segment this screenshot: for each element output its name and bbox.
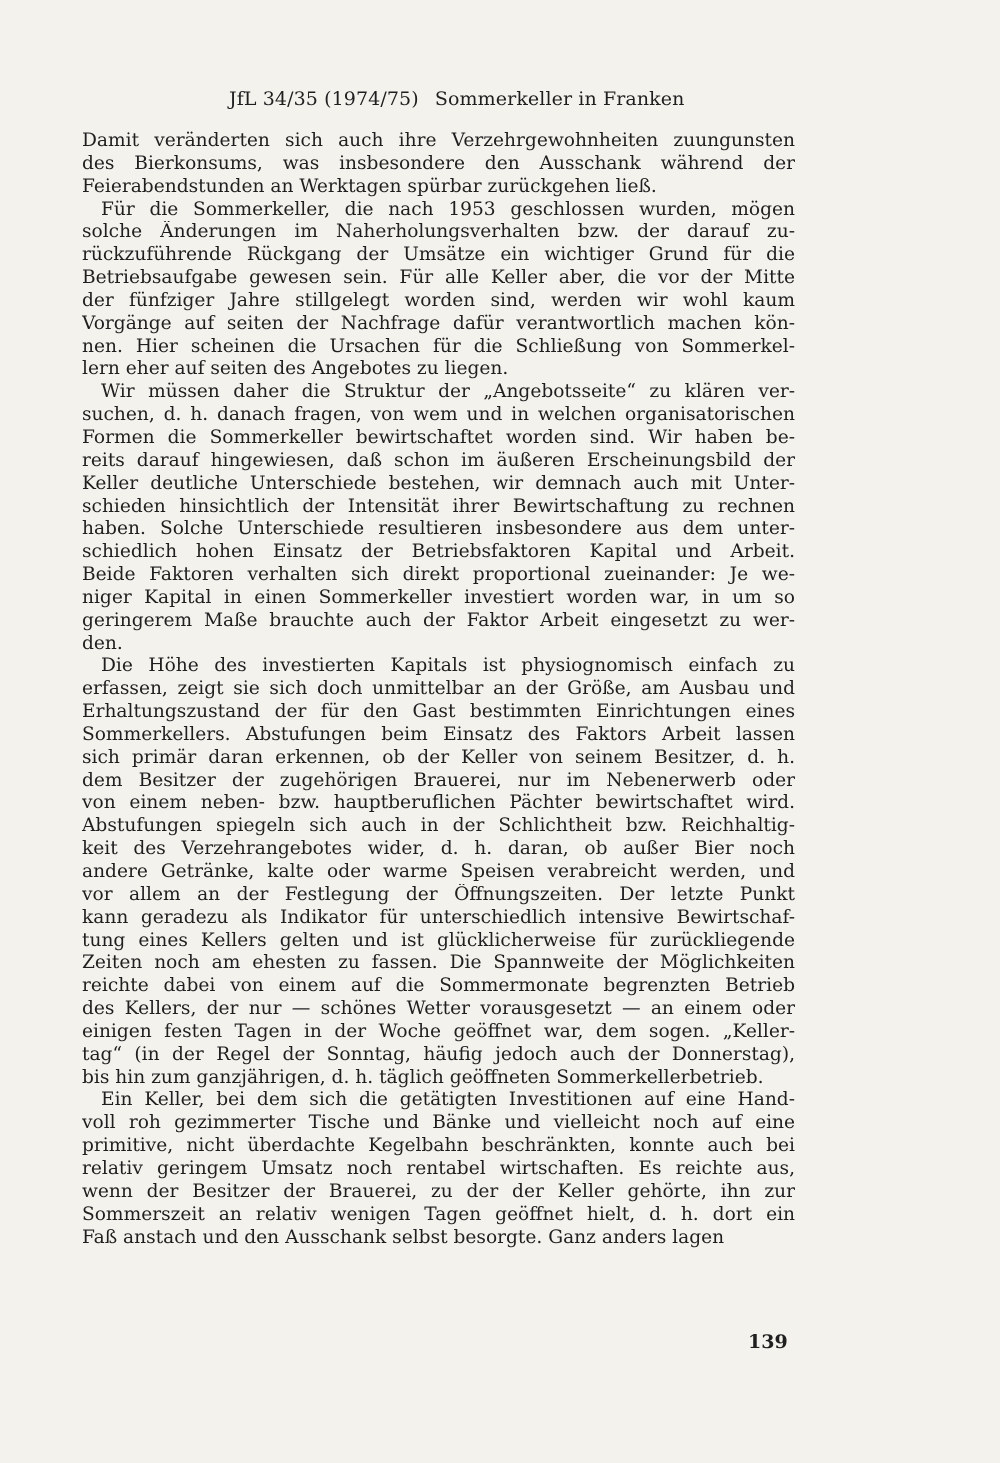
text-line: tung eines Kellers gelten und ist glücklicherweise für zurückliegende [82,929,795,951]
text-line: schiedlich hohen Einsatz der Betriebsfaktoren Kapital und Arbeit. [82,541,795,563]
text-line: bis hin zum ganzjährigen, d. h. täglich geöffneten Sommerkellerbetrieb. [82,1066,764,1088]
article-title: Sommerkeller in Franken [434,88,685,110]
body-text [82,130,795,1249]
text-line: Keller deutliche Unterschiede bestehen, wir demnach auch mit Unter- [82,472,795,494]
text-line: Sommerkellers. Abstufungen beim Einsatz des Faktors Arbeit lassen [82,723,795,745]
text-line: Damit veränderten sich auch ihre Verzehrgewohnheiten zuungunsten [82,130,795,151]
text-line: des Kellers, der nur — schönes Wetter vorausgesetzt — an einem oder [82,998,795,1020]
text-line: den. [82,632,123,654]
text-line: Abstufungen spiegeln sich auch in der Schlichtheit bzw. Reichhaltig- [82,815,795,837]
text-line: suchen, d. h. danach fragen, von wem und in welchen organisatorischen [82,404,795,426]
text-line: Faß anstach und den Ausschank selbst besorgte. Ganz anders lagen [82,1226,725,1248]
text-line: schieden hinsichtlich der Intensität ihrer Bewirtschaftung zu rechnen [82,495,795,517]
text-line: der fünfziger Jahre stillgelegt worden sind, werden wir wohl kaum [82,289,795,311]
text-line: rückzuführende Rückgang der Umsätze ein wichtiger Grund für die [82,244,795,266]
text-line: einigen festen Tagen in der Woche geöffnet war, dem sogen. „Keller- [82,1020,795,1042]
text-line: Wir müssen daher die Struktur der „Angebotsseite“ zu klären ver- [101,381,795,403]
text-line: geringerem Maße brauchte auch der Faktor Arbeit eingesetzt zu wer- [82,609,795,631]
text-line: keit des Verzehrangebotes wider, d. h. daran, ob außer Bier noch [82,838,795,860]
text-line: lern eher auf seiten des Angebotes zu liegen. [82,358,509,380]
text-line: Betriebsaufgabe gewesen sein. Für alle Keller aber, die vor der Mitte [82,267,795,289]
text-line: solche Änderungen im Naherholungsverhalten bzw. der darauf zu- [82,221,795,243]
paragraph [82,130,795,199]
text-line: von einem neben- bzw. hauptberuflichen Pächter bewirtschaftet wird. [82,792,795,814]
paragraph [82,655,795,1089]
running-header [229,88,684,110]
paragraph [82,1089,795,1249]
text-line: tag“ (in der Regel der Sonntag, häufig jedoch auch der Donnerstag), [82,1043,795,1065]
text-line: des Bierkonsums, was insbesondere den Ausschank während der [82,152,795,174]
text-line: Formen die Sommerkeller bewirtschaftet worden sind. Wir haben be- [82,426,795,448]
text-line: sich primär daran erkennen, ob der Keller von seinem Besitzer, d. h. [82,746,795,768]
text-line: voll roh gezimmerter Tische und Bänke und vielleicht noch auf eine [82,1112,795,1134]
text-line: relativ geringem Umsatz noch rentabel wirtschaften. Es reichte aus, [82,1157,795,1179]
text-line: reichte dabei von einem auf die Sommermonate begrenzten Betrieb [82,975,795,997]
text-line: wenn der Besitzer der Brauerei, zu der der Keller gehörte, ihn zur [82,1180,795,1202]
text-line: primitive, nicht überdachte Kegelbahn beschränkten, konnte auch bei [82,1135,795,1157]
text-line: Für die Sommerkeller, die nach 1953 geschlossen wurden, mögen [101,198,795,220]
text-line: Vorgänge auf seiten der Nachfrage dafür verantwortlich machen kön- [82,312,795,334]
text-line: vor allem an der Festlegung der Öffnungszeiten. Der letzte Punkt [82,883,795,905]
journal-citation: JfL 34/35 (1974/75) [229,88,419,110]
text-line: andere Getränke, kalte oder warme Speisen verabreicht werden, und [82,861,795,882]
text-line: Ein Keller, bei dem sich die getätigten Investitionen auf eine Hand- [101,1089,795,1111]
text-line: Die Höhe des investierten Kapitals ist physiognomisch einfach zu [101,655,795,677]
text-line: Erhaltungszustand der für den Gast bestimmten Einrichtungen eines [82,701,795,723]
text-line: erfassen, zeigt sie sich doch unmittelbar an der Größe, am Ausbau und [82,678,795,700]
paragraph [82,381,795,655]
text-line: Feierabendstunden an Werktagen spürbar zurückgehen ließ. [82,175,657,197]
text-line: kann geradezu als Indikator für unterschiedlich intensive Bewirtschaf- [82,906,795,928]
text-line: nen. Hier scheinen die Ursachen für die Schließung von Sommerkel- [82,335,795,357]
text-line: Sommerszeit an relativ wenigen Tagen geöffnet hielt, d. h. dort ein [82,1203,795,1225]
text-line: dem Besitzer der zugehörigen Brauerei, nur im Nebenerwerb oder [82,769,795,791]
paragraph [82,199,795,382]
text-line: haben. Solche Unterschiede resultieren insbesondere aus dem unter- [82,518,795,540]
text-line: Zeiten noch am ehesten zu fassen. Die Spannweite der Möglichkeiten [82,952,795,974]
text-line: Beide Faktoren verhalten sich direkt proportional zueinander: Je we- [82,564,795,586]
text-line: reits darauf hingewiesen, daß schon im äußeren Erscheinungsbild der [82,449,795,471]
text-line: niger Kapital in einen Sommerkeller investiert worden war, in um so [82,586,795,608]
page-number: 139 [748,1331,788,1353]
